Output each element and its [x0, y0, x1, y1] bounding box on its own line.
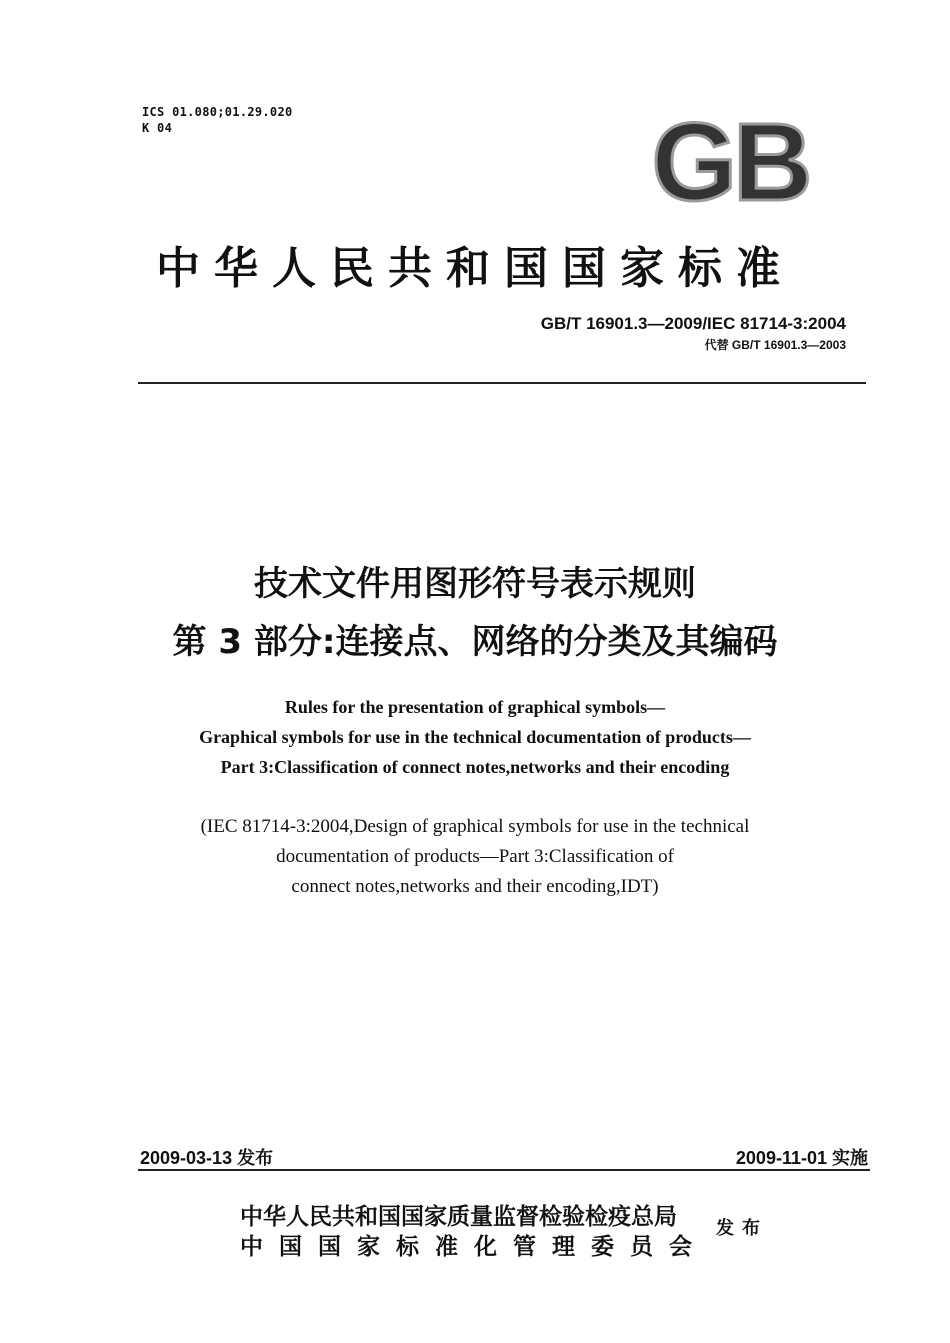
iec-reference: [0, 812, 950, 902]
chinese-title-line-1: 技术文件用图形符号表示规则: [254, 564, 696, 604]
english-title-line-3: Part 3:Classification of connect notes,networks and their encoding: [220, 757, 730, 777]
standard-number: GB/T 16901.3—2009/IEC 81714-3:2004: [540, 314, 846, 333]
iec-reference-line-2: documentation of products—Part 3:Classification of: [276, 846, 674, 867]
gb-logo: [640, 112, 820, 208]
header-divider: [138, 382, 866, 384]
english-title-line-2: Graphical symbols for use in the technical documentation of products—: [199, 727, 751, 747]
replaces-standard: 代替 GB/T 16901.3—2003: [704, 338, 846, 352]
issuing-authority-1: 中华人民共和国国家质量监督检验检疫总局: [240, 1203, 677, 1230]
english-title: [0, 692, 950, 782]
iec-reference-line-3: connect notes,networks and their encoding,IDT): [291, 876, 659, 897]
issued-label: 发布: [716, 1218, 768, 1239]
issue-date: 2009-03-13 发布: [140, 1148, 274, 1168]
issuing-authority-2: 中国国家标准化管理委员会: [240, 1233, 708, 1260]
english-title-line-1: Rules for the presentation of graphical symbols—: [284, 697, 666, 717]
classification-codes: [142, 104, 293, 136]
footer-divider: [138, 1169, 870, 1171]
chinese-title-line-2: 第 3 部分:连接点、网络的分类及其编码: [172, 622, 778, 662]
ics-code: ICS 01.080;01.29.020: [142, 105, 293, 119]
iec-reference-line-1: (IEC 81714-3:2004,Design of graphical symbols for use in the technical: [200, 816, 750, 837]
implementation-date: 2009-11-01 实施: [735, 1148, 868, 1168]
ccs-code: K 04: [142, 121, 173, 135]
gb-logo-text: GB: [651, 112, 809, 208]
national-standard-title: 中华人民共和国国家标准: [156, 243, 794, 294]
